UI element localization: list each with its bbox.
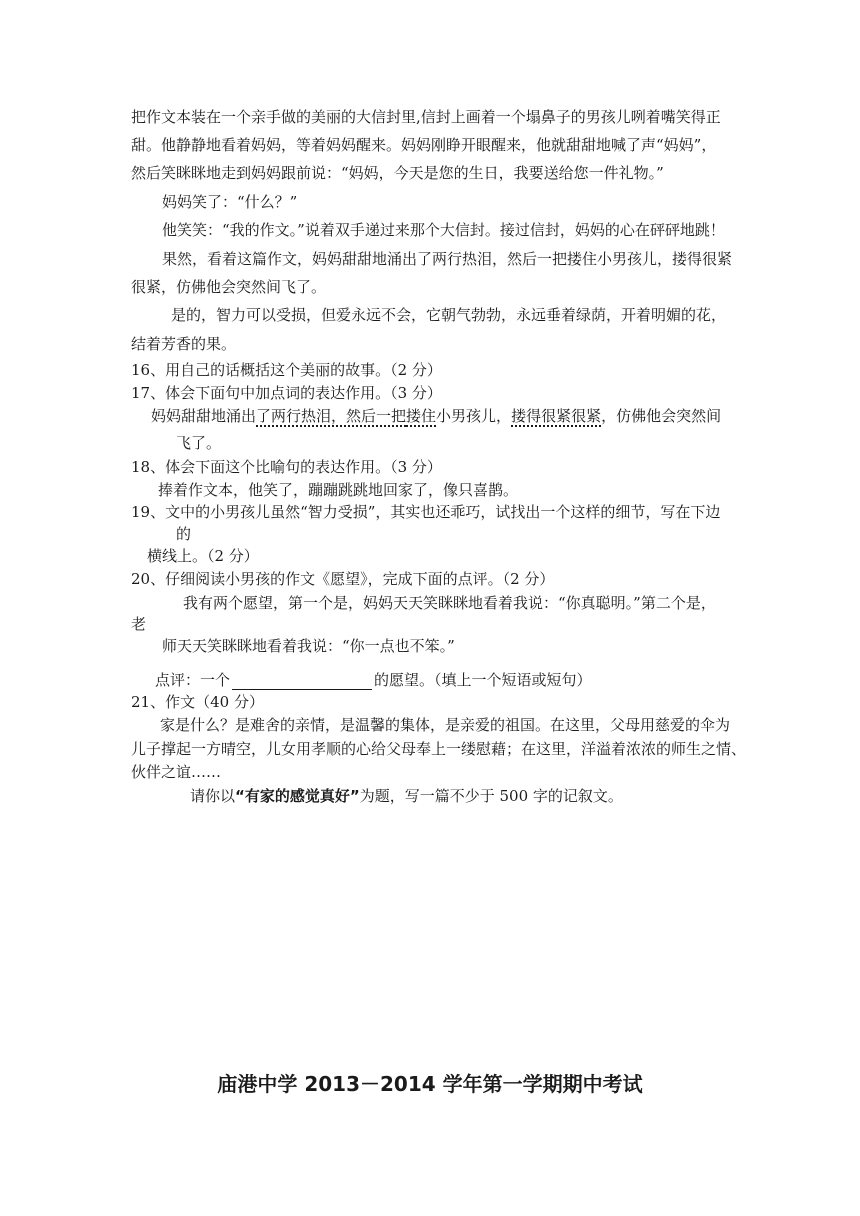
story-paragraph-line: 然后笑眯眯地走到妈妈跟前说：“妈妈，今天是您的生日，我要送给您一件礼物。” — [131, 164, 664, 182]
essay-excerpt-wrap: 老 — [131, 615, 147, 633]
task-suffix: 为题，写一篇不少于 500 字的记叙文。 — [359, 787, 623, 805]
essay-excerpt-line: 我有两个愿望，第一个是，妈妈天天笑眯眯地看着我说：“你真聪明。”第二个是， — [183, 594, 716, 612]
answer-blank[interactable] — [232, 673, 372, 690]
prompt-line: 家是什么？是难舍的亲情，是温馨的集体，是亲爱的祖国。在这里，父母用慈爱的伞为 — [160, 716, 731, 734]
dotted-word: 搂得很紧很紧 — [511, 407, 602, 425]
sentence-part: 妈妈甜甜地涌出 — [151, 407, 257, 425]
story-paragraph-line: 是的，智力可以受损，但爱永远不会，它朝气勃勃，永远垂着绿荫，开着明媚的花， — [171, 306, 727, 324]
story-paragraph: 妈妈笑了：“什么？” — [162, 193, 298, 211]
question-17-sentence-end: 飞了。 — [176, 434, 222, 452]
sentence-part: ，仿佛他会突然间 — [601, 407, 722, 425]
essay-task — [190, 786, 623, 806]
prompt-line: 儿子撑起一方晴空，儿女用孝顺的心给父母奉上一缕慰藉；在这里，洋溢着浓浓的师生之情、 — [131, 740, 747, 758]
comment-prefix: 点评：一个 — [155, 671, 231, 689]
essay-title: “有家的感觉真好” — [235, 787, 360, 805]
story-paragraph-line: 很紧，仿佛他会突然间飞了。 — [131, 278, 327, 296]
question-18-sentence: 捧着作文本，他笑了，蹦蹦跳跳地回家了，像只喜鹊。 — [158, 481, 519, 499]
prompt-line: 伙伴之谊…… — [131, 763, 222, 781]
dotted-word: 了两行热泪，然后一把 — [256, 407, 407, 425]
question-17-sentence — [151, 406, 721, 426]
question-19: 19、文中的小男孩儿虽然“智力受损”，其实也还乖巧，试找出一个这样的细节，写在下边 — [131, 503, 721, 521]
story-paragraph-line: 结着芳香的果。 — [131, 335, 237, 353]
dotted-word: 搂住 — [406, 407, 437, 425]
essay-excerpt-line: 师天天笑眯眯地看着我说：“你一点也不笨。” — [162, 637, 455, 655]
story-paragraph-line: 果然，看着这篇作文，妈妈甜甜地涌出了两行热泪，然后一把搂住小男孩儿，搂得很紧 — [162, 250, 733, 268]
question-19-wrap: 的 — [176, 525, 192, 543]
sentence-part: 小男孩儿， — [436, 407, 512, 425]
question-20: 20、仔细阅读小男孩的作文《愿望》，完成下面的点评。（2 分） — [131, 570, 555, 588]
question-19-end: 横线上。（2 分） — [147, 547, 259, 565]
comment-line — [155, 670, 592, 690]
next-page-title: 庙港中学 2013－2014 学年第一学期期中考试 — [217, 1072, 643, 1096]
story-paragraph-line: 甜。他静静地看着妈妈，等着妈妈醒来。妈妈刚睁开眼醒来，他就甜甜地喊了声“妈妈”， — [131, 136, 717, 154]
question-16: 16、用自己的话概括这个美丽的故事。（2 分） — [131, 361, 442, 379]
story-paragraph: 他笑笑：“我的作文。”说着双手递过来那个大信封。接过信封，妈妈的心在砰砰地跳！ — [162, 221, 725, 239]
task-prefix: 请你以 — [190, 787, 236, 805]
comment-suffix: 的愿望。（填上一个短语或短句） — [374, 671, 592, 689]
question-21: 21、作文（40 分） — [131, 693, 264, 711]
question-17: 17、体会下面句中加点词的表达作用。（3 分） — [131, 384, 442, 402]
question-18: 18、体会下面这个比喻句的表达作用。（3 分） — [131, 458, 442, 476]
story-paragraph-line: 把作文本装在一个亲手做的美丽的大信封里,信封上画着一个塌鼻子的男孩儿咧着嘴笑得正 — [131, 108, 721, 126]
